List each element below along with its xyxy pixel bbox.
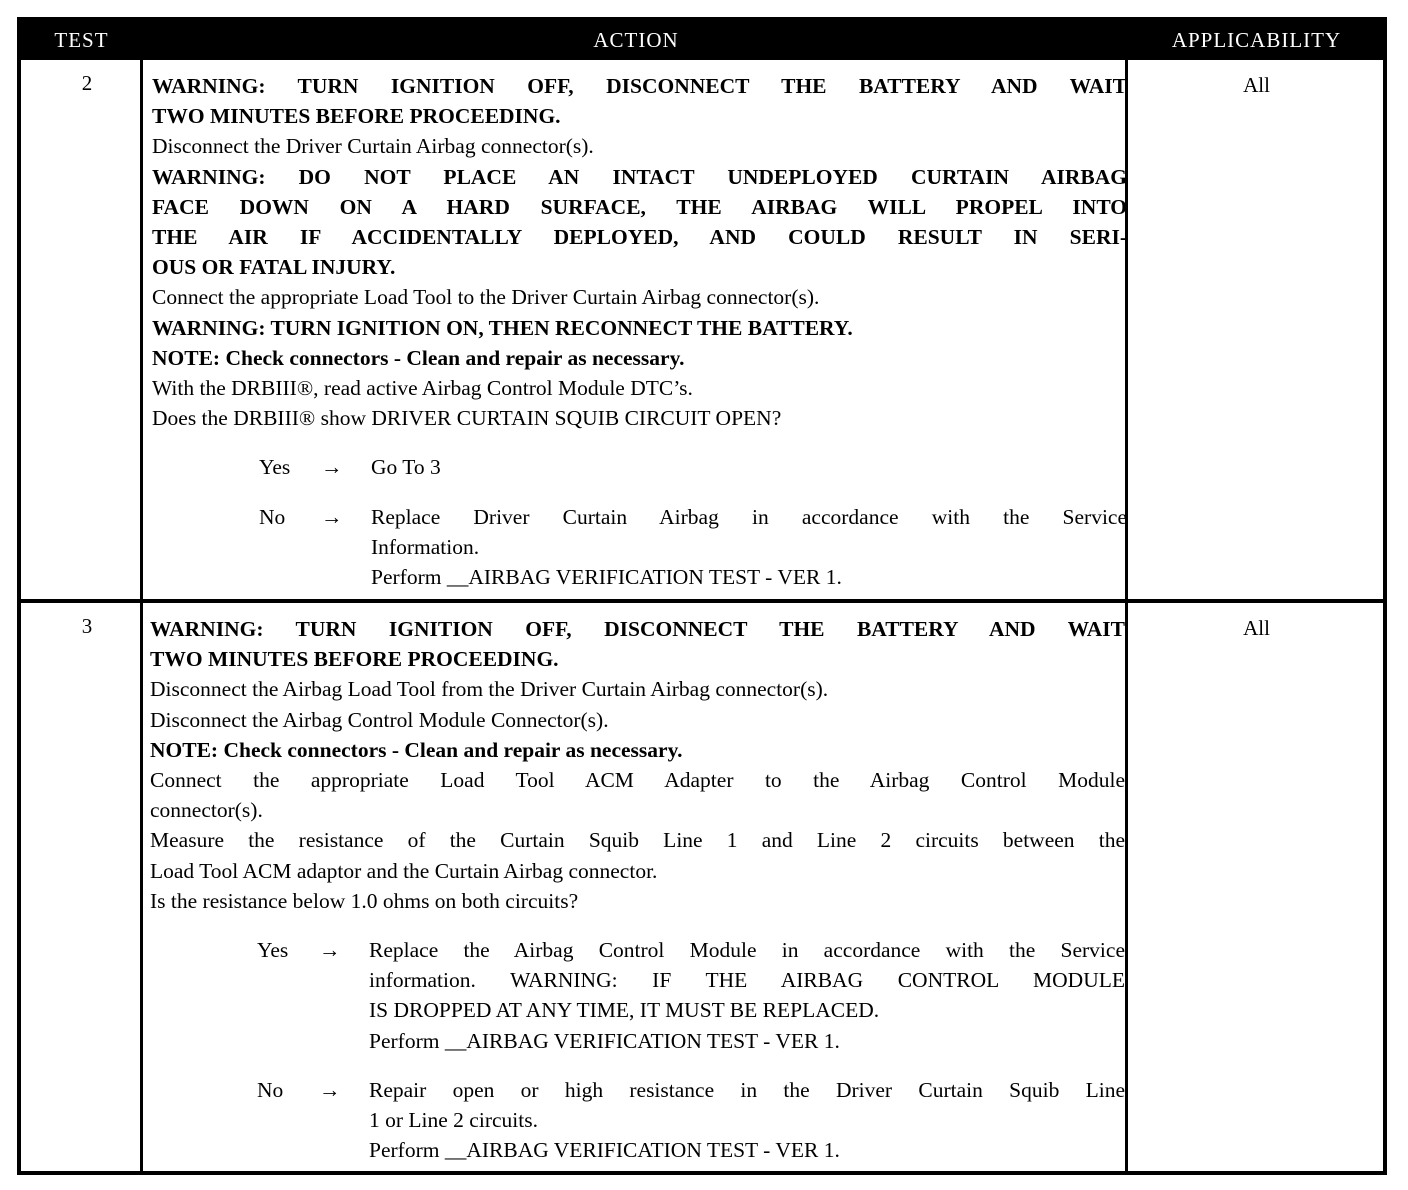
applicability-value: All — [1243, 616, 1270, 640]
instruction-text: Does the DRBIII® show DRIVER CURTAIN SQUIB CIRCUIT OPEN? — [152, 406, 782, 431]
warning-text: WARNING: DO NOT PLACE AN INTACT UNDEPLOYED CURTAIN AIRBAG — [152, 164, 1127, 189]
response-answer: Yes — [257, 938, 289, 963]
instruction-text: Disconnect the Airbag Control Module Connector(s). — [150, 707, 609, 732]
instruction-text: Measure the resistance of the Curtain Squib Line 1 and Line 2 circuits between the — [150, 828, 1125, 853]
warning-text: THE AIR IF ACCIDENTALLY DEPLOYED, AND COULD RESULT IN SERI- — [152, 225, 1127, 250]
instruction-text: Load Tool ACM adaptor and the Curtain Airbag connector. — [150, 858, 658, 883]
row-divider — [21, 599, 1383, 603]
warning-text: WARNING: TURN IGNITION OFF, DISCONNECT THE BATTERY AND WAIT — [152, 74, 1127, 98]
table-header — [21, 21, 1383, 60]
applicability-value: All — [1243, 73, 1270, 97]
response-answer: Yes — [259, 455, 291, 480]
test-number: 3 — [81, 614, 93, 638]
response-no — [257, 1075, 1125, 1166]
instruction-text: connector(s). — [150, 798, 263, 823]
warning-text: TWO MINUTES BEFORE PROCEEDING. — [150, 647, 559, 672]
action-cell — [150, 614, 1125, 1165]
response-text: Perform __AIRBAG VERIFICATION TEST - VER 1. — [371, 565, 842, 590]
response-text: Perform __AIRBAG VERIFICATION TEST - VER 1. — [369, 1138, 840, 1163]
response-answer: No — [259, 504, 286, 529]
warning-text: WARNING: TURN IGNITION OFF, DISCONNECT THE BATTERY AND WAIT — [150, 617, 1125, 641]
right-arrow-icon: → — [319, 938, 341, 963]
diagnostic-test-table — [17, 17, 1387, 1175]
response-text: Perform __AIRBAG VERIFICATION TEST - VER 1. — [369, 1028, 840, 1053]
instruction-text: Is the resistance below 1.0 ohms on both circuits? — [150, 888, 579, 913]
warning-text: OUS OR FATAL INJURY. — [152, 255, 396, 280]
instruction-text: Disconnect the Airbag Load Tool from the Driver Curtain Airbag connector(s). — [150, 677, 829, 702]
instruction-text: Disconnect the Driver Curtain Airbag connector(s). — [152, 134, 594, 159]
response-text: Information. — [371, 534, 480, 559]
header-action: ACTION — [593, 28, 679, 52]
response-text: Replace the Airbag Control Module in accordance with the Service — [369, 938, 1125, 963]
warning-text: TWO MINUTES BEFORE PROCEEDING. — [152, 104, 561, 129]
warning-text: NOTE: Check connectors - Clean and repair as necessary. — [150, 737, 683, 762]
action-cell — [152, 71, 1127, 592]
right-arrow-icon: → — [321, 455, 343, 480]
warning-text: FACE DOWN ON A HARD SURFACE, THE AIRBAG WILL PROPEL INTO — [152, 194, 1127, 219]
response-answer: No — [257, 1077, 284, 1102]
warning-text: WARNING: TURN IGNITION ON, THEN RECONNECT THE BATTERY. — [152, 315, 853, 340]
header-applicability: APPLICABILITY — [1171, 28, 1342, 52]
response-yes — [257, 935, 1125, 1056]
response-no — [259, 502, 1127, 593]
right-arrow-icon: → — [321, 504, 343, 529]
right-arrow-icon: → — [319, 1077, 341, 1102]
response-text: IS DROPPED AT ANY TIME, IT MUST BE REPLACED. — [369, 998, 880, 1023]
response-yes — [259, 452, 1127, 482]
response-text: Repair open or high resistance in the Driver Curtain Squib Line — [369, 1077, 1125, 1102]
response-text: Go To 3 — [371, 455, 441, 480]
instruction-text: With the DRBIII®, read active Airbag Control Module DTC’s. — [152, 376, 693, 401]
response-text: Replace Driver Curtain Airbag in accordance with the Service — [371, 504, 1127, 529]
response-text: 1 or Line 2 circuits. — [369, 1108, 538, 1133]
header-test: TEST — [54, 28, 109, 52]
response-text: information. WARNING: IF THE AIRBAG CONTROL MODULE — [369, 968, 1125, 993]
warning-text: NOTE: Check connectors - Clean and repair as necessary. — [152, 345, 685, 370]
instruction-text: Connect the appropriate Load Tool to the Driver Curtain Airbag connector(s). — [152, 285, 820, 310]
instruction-text: Connect the appropriate Load Tool ACM Adapter to the Airbag Control Module — [150, 768, 1125, 793]
test-number: 2 — [81, 71, 93, 95]
